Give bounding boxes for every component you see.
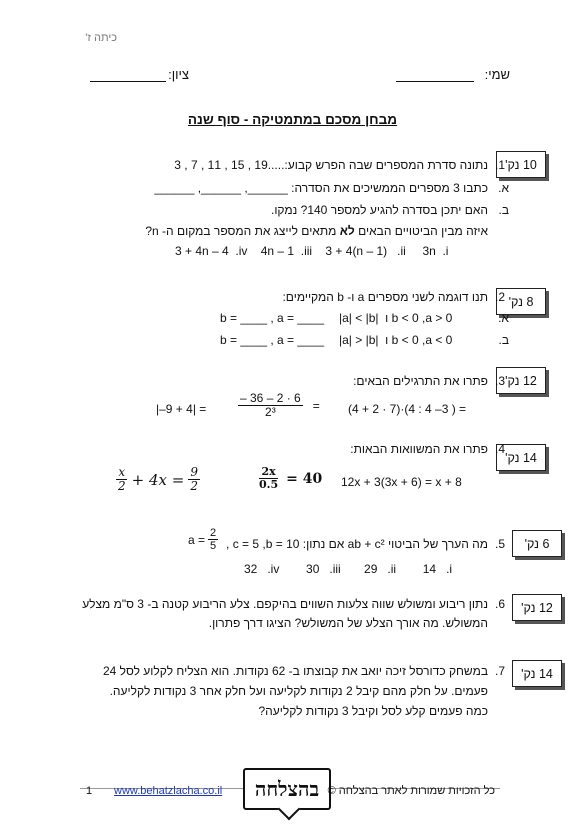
q5-a-numerator: 2 xyxy=(210,527,217,539)
q5-a-fraction xyxy=(208,527,218,552)
q4-eq1-frac-right xyxy=(188,466,200,493)
q2-text: תנו דוגמה לשני מספרים a ו- b המקיימים: xyxy=(282,290,488,304)
q4-eq1-nine: 9 xyxy=(190,465,198,479)
q1-a-text: כתבו 3 מספרים הממשיכים את הסדרה: ______, ______, ______ xyxy=(154,181,488,195)
q2-points: 8 נק' xyxy=(508,294,534,309)
q7-points: 14 נק' xyxy=(521,666,553,681)
q3-ex2-equals: = xyxy=(312,398,320,413)
q3-ex2 xyxy=(238,392,320,419)
q3-text: פתרו את התרגילים הבאים: xyxy=(353,374,488,388)
q6-number: 6. xyxy=(494,597,505,611)
q7-line3: כמה פעמים קלע לסל וקיבל 3 נקודות לקליעה? xyxy=(258,704,488,718)
q1-c-post: מתאים לייצג את המספר במקום ה- n? xyxy=(145,224,337,238)
q5-a-eq: a = xyxy=(188,532,206,547)
q4-eq2-rhs: = 40 xyxy=(286,470,323,487)
q2-b-answer: b = ____ , a = ____ xyxy=(220,333,325,347)
q2-a-label: א. xyxy=(498,311,509,325)
q4-eq2-numerator: 2x xyxy=(261,465,276,478)
q2-b-cond: |a| > |b| ו b < 0 ,a < 0 xyxy=(339,333,453,347)
q2-a-answer: b = ____ , a = ____ xyxy=(220,311,325,325)
q5-points: 6 נק' xyxy=(524,536,550,551)
site-logo xyxy=(243,768,331,810)
q3-ex2-numerator: – 36 – 2 · 6 xyxy=(240,391,301,405)
q5-text: מה הערך של הביטוי ab + c² אם נתון: c = 5 ,b = 10 , xyxy=(226,537,488,551)
q6-points: 12 נק' xyxy=(521,600,553,615)
q6-line1: נתון ריבוע ומשולש שווה צלעות השווים בהיקפם. צלע הריבוע קטנה ב- 3 ס"מ מצלע xyxy=(82,597,488,611)
grade-field[interactable] xyxy=(90,81,166,82)
q4-eq1-two: 2 xyxy=(118,479,126,494)
q2-b-label: ב. xyxy=(498,333,509,347)
q1-options: 3 + 4n – 4 .iv 4n – 1 .iii 3 + 4(n – 1) .ii 3n .i xyxy=(175,244,449,258)
q4-number: 4. xyxy=(494,442,505,456)
q1-c-bold: לא xyxy=(339,224,355,238)
q1-c-pre: איזה מבין הביטויים הבאים xyxy=(358,224,488,238)
q3-points: 12 נק' xyxy=(505,373,537,388)
site-link[interactable]: www.behatzlacha.co.il xyxy=(114,785,223,797)
q2-number: 2. xyxy=(494,290,505,304)
copyright: כל הזכויות שמורות לאתר בהצלחה © xyxy=(327,785,495,797)
q7-points-box xyxy=(512,660,562,687)
q3-ex2-fraction xyxy=(238,392,303,419)
q7-line2: פעמים. על חלק מהם קיבל 2 נקודות לקליעה ועל חלק אחר 3 נקודות לקליעה. xyxy=(109,684,488,698)
q5-a-value xyxy=(188,527,218,552)
q5-number: 5. xyxy=(494,537,505,551)
q4-points: 14 נק' xyxy=(505,450,537,465)
name-label: שמי: xyxy=(484,67,510,82)
q4-eq2-denominator: 0.5 xyxy=(259,478,279,492)
q1-c-text xyxy=(145,224,488,238)
q3-number: 3. xyxy=(494,374,505,388)
page-title: מבחן מסכם במתמטיקה - סוף שנה xyxy=(187,112,398,127)
q3-ex2-denominator: 2³ xyxy=(265,405,276,420)
q7-number: 7. xyxy=(494,664,505,678)
q1-b-label: ב. xyxy=(498,203,509,217)
q1-points: 10 נק' xyxy=(505,157,537,172)
q4-eq2 xyxy=(257,466,322,491)
q1-b-text: האם יתכן בסדרה להגיע למספר 140? נמקו. xyxy=(270,203,488,217)
q7-line1: במשחק כדורסל זיכה יואב את קבוצתו ב- 62 נקודות. הוא הצליח לקלוע לסל 24 xyxy=(102,664,488,678)
q5-options: 32 .iv 30 .iii 29 .ii 14 .i xyxy=(244,562,453,576)
q4-eq1 xyxy=(116,466,200,493)
q1-a-label: א. xyxy=(498,181,509,195)
logo-text: בהצלחה xyxy=(254,776,320,801)
class-label: כיתה ז' xyxy=(85,32,117,44)
q4-eq1-two-b: 2 xyxy=(190,479,198,494)
grade-label: ציון: xyxy=(168,67,189,82)
q2-a-cond: |a| < |b| ו b < 0 ,a > 0 xyxy=(339,311,453,325)
q4-eq1-x: x xyxy=(118,465,126,479)
page-number: 1 xyxy=(86,785,93,797)
q5-points-box xyxy=(512,530,562,557)
q1-text: נתונה סדרת המספרים שבה הפרש קבוע:.....19 , 15 , 11 , 7 , 3 xyxy=(174,158,488,172)
name-field[interactable] xyxy=(396,81,474,82)
q5-a-denominator: 5 xyxy=(210,540,217,553)
q4-eq1-mid: + 4x = xyxy=(131,470,185,489)
q4-text: פתרו את המשוואות הבאות: xyxy=(350,442,488,456)
q4-eq3: 12x + 3(3x + 6) = x + 8 xyxy=(341,475,462,489)
q6-points-box xyxy=(512,594,562,621)
q3-ex3: (4 + 2 · 7)·(4 : 4 –3 ) = xyxy=(348,402,467,416)
q6-line2: המשולש. מה אורך הצלע של המשולש? הציגו דרך פתרון. xyxy=(208,616,488,630)
q3-ex1: |–9 + 4| = xyxy=(156,402,207,416)
q4-eq2-fraction xyxy=(257,466,280,491)
q4-eq1-frac-left xyxy=(116,466,128,493)
q1-number: 1. xyxy=(494,158,505,172)
